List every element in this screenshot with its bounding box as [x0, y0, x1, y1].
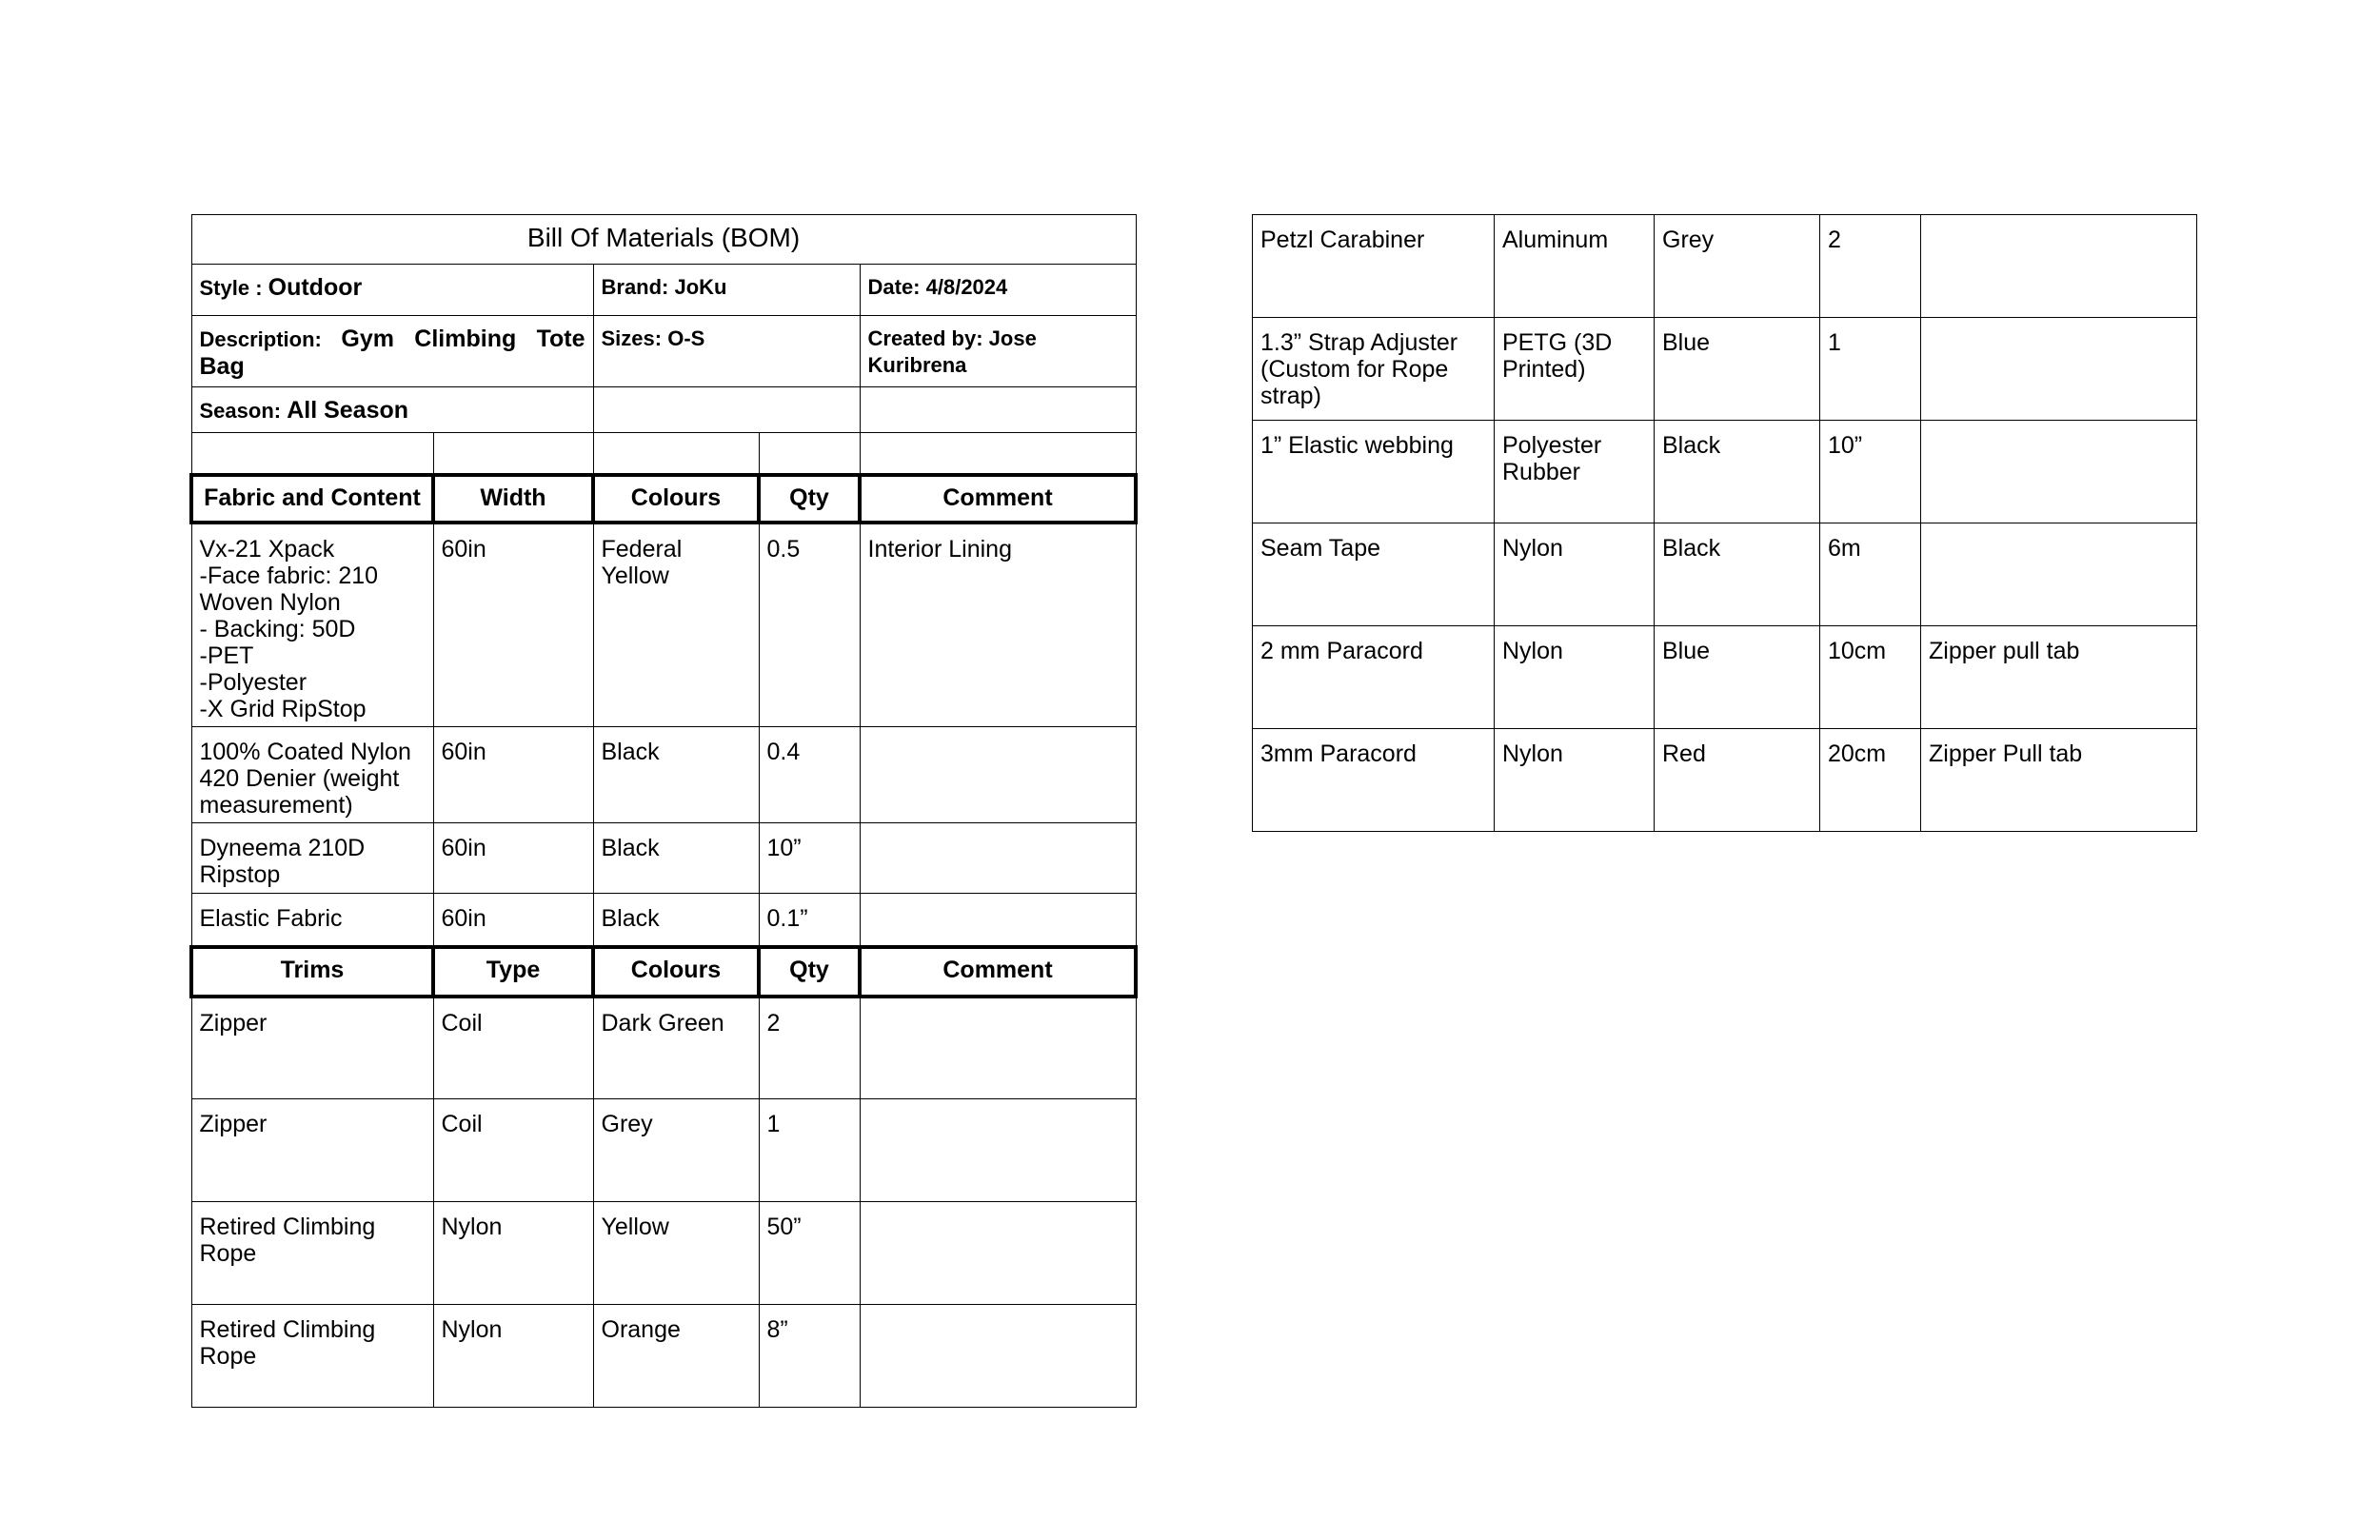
- trim-type-cell: Coil: [433, 997, 593, 1099]
- empty-cell: [593, 433, 759, 476]
- table-row: [1253, 626, 2197, 729]
- season-cell: [191, 387, 593, 433]
- fabric-qty-cell: 10”: [759, 823, 860, 894]
- trim-name-cell: Zipper: [191, 997, 433, 1099]
- trim-comment-cell: [1921, 318, 2197, 421]
- trim-qty-cell: 6m: [1820, 523, 1921, 626]
- fabric-colour-cell: Federal Yellow: [593, 523, 759, 727]
- description-cell: [191, 316, 593, 387]
- fabric-content-cell: Elastic Fabric: [191, 894, 433, 947]
- trim-name-cell: 2 mm Paracord: [1253, 626, 1495, 729]
- trim-qty-cell: 50”: [759, 1202, 860, 1305]
- trim-type-cell: Nylon: [433, 1305, 593, 1408]
- table-row: [191, 727, 1136, 823]
- created-by-value: Jose Kuribrena: [867, 326, 1037, 377]
- trim-comment-cell: [1921, 421, 2197, 523]
- trim-comment-cell: Zipper pull tab: [1921, 626, 2197, 729]
- trim-name-cell: 1.3” Strap Adjuster (Custom for Rope strap): [1253, 318, 1495, 421]
- trim-name-cell: Petzl Carabiner: [1253, 215, 1495, 318]
- trim-type-cell: Polyester Rubber: [1495, 421, 1655, 523]
- empty-cell: [191, 433, 433, 476]
- trim-colour-cell: Grey: [593, 1099, 759, 1202]
- table-row: [191, 894, 1136, 947]
- empty-cell: [759, 433, 860, 476]
- date-cell: [860, 265, 1136, 316]
- table-row: [191, 1305, 1136, 1408]
- created-by-cell: [860, 316, 1136, 387]
- created-by-label: Created by:: [867, 326, 989, 350]
- fabric-colour-cell: Black: [593, 894, 759, 947]
- trim-name-cell: 1” Elastic webbing: [1253, 421, 1495, 523]
- fabric-comment-cell: [860, 727, 1136, 823]
- table-row: [191, 823, 1136, 894]
- fabric-comment-cell: [860, 823, 1136, 894]
- brand-cell: [593, 265, 860, 316]
- fabric-width-cell: 60in: [433, 823, 593, 894]
- fabric-qty-cell: 0.1”: [759, 894, 860, 947]
- table-row: [1253, 523, 2197, 626]
- trims-header-trim: Trims: [191, 947, 433, 997]
- trim-colour-cell: Black: [1655, 523, 1820, 626]
- trim-name-cell: Seam Tape: [1253, 523, 1495, 626]
- empty-cell: [433, 433, 593, 476]
- fabric-width-cell: 60in: [433, 523, 593, 727]
- trim-comment-cell: [860, 997, 1136, 1099]
- trim-type-cell: Nylon: [1495, 523, 1655, 626]
- fabric-header-width: Width: [433, 475, 593, 523]
- trim-type-cell: Nylon: [1495, 729, 1655, 832]
- empty-cell: [593, 387, 860, 433]
- style-value: Outdoor: [268, 274, 363, 301]
- trim-colour-cell: Orange: [593, 1305, 759, 1408]
- fabric-header-content: Fabric and Content: [191, 475, 433, 523]
- style-label: Style :: [199, 276, 268, 300]
- fabric-width-cell: 60in: [433, 727, 593, 823]
- sizes-value: O-S: [667, 326, 705, 350]
- fabric-colour-cell: Black: [593, 823, 759, 894]
- empty-cell: [860, 433, 1136, 476]
- trim-colour-cell: Black: [1655, 421, 1820, 523]
- trim-colour-cell: Blue: [1655, 626, 1820, 729]
- date-value: 4/8/2024: [925, 275, 1008, 299]
- trim-colour-cell: Dark Green: [593, 997, 759, 1099]
- style-cell: [191, 265, 593, 316]
- trims-header-comment: Comment: [860, 947, 1136, 997]
- trim-name-cell: Zipper: [191, 1099, 433, 1202]
- table-row: [191, 997, 1136, 1099]
- table-row: [191, 1202, 1136, 1305]
- trim-type-cell: Nylon: [433, 1202, 593, 1305]
- fabric-comment-cell: Interior Lining: [860, 523, 1136, 727]
- trims-header-type: Type: [433, 947, 593, 997]
- description-value: Gym Climbing Tote Bag: [199, 326, 585, 380]
- description-label: Description:: [199, 327, 342, 351]
- brand-value: JoKu: [674, 275, 727, 299]
- trim-type-cell: PETG (3D Printed): [1495, 318, 1655, 421]
- trim-comment-cell: Zipper Pull tab: [1921, 729, 2197, 832]
- trim-comment-cell: [860, 1305, 1136, 1408]
- table-row: [191, 523, 1136, 727]
- sizes-cell: [593, 316, 860, 387]
- trims-header-colours: Colours: [593, 947, 759, 997]
- empty-cell: [860, 387, 1136, 433]
- trim-qty-cell: 10”: [1820, 421, 1921, 523]
- trim-comment-cell: [860, 1202, 1136, 1305]
- trim-qty-cell: 10cm: [1820, 626, 1921, 729]
- fabric-qty-cell: 0.4: [759, 727, 860, 823]
- fabric-content-cell: Dyneema 210D Ripstop: [191, 823, 433, 894]
- bom-table-continued: [1252, 214, 2197, 832]
- table-row: [191, 1099, 1136, 1202]
- table-row: [1253, 215, 2197, 318]
- fabric-width-cell: 60in: [433, 894, 593, 947]
- trim-type-cell: Coil: [433, 1099, 593, 1202]
- trim-name-cell: Retired Climbing Rope: [191, 1202, 433, 1305]
- trim-colour-cell: Blue: [1655, 318, 1820, 421]
- trim-qty-cell: 2: [1820, 215, 1921, 318]
- trim-comment-cell: [1921, 523, 2197, 626]
- trim-type-cell: Aluminum: [1495, 215, 1655, 318]
- season-label: Season:: [199, 399, 288, 423]
- table-row: [1253, 421, 2197, 523]
- bom-table: [189, 214, 1138, 1408]
- season-value: All Season: [287, 397, 409, 424]
- trims-header-row: [191, 947, 1136, 997]
- trim-qty-cell: 1: [1820, 318, 1921, 421]
- trim-qty-cell: 8”: [759, 1305, 860, 1408]
- bom-title: Bill Of Materials (BOM): [191, 215, 1136, 265]
- brand-label: Brand:: [601, 275, 675, 299]
- fabric-header-row: [191, 475, 1136, 523]
- trim-comment-cell: [860, 1099, 1136, 1202]
- trims-header-qty: Qty: [759, 947, 860, 997]
- sizes-label: Sizes:: [601, 326, 668, 350]
- trim-qty-cell: 20cm: [1820, 729, 1921, 832]
- fabric-header-comment: Comment: [860, 475, 1136, 523]
- fabric-content-cell: 100% Coated Nylon 420 Denier (weight measurement): [191, 727, 433, 823]
- trim-colour-cell: Yellow: [593, 1202, 759, 1305]
- date-label: Date:: [867, 275, 926, 299]
- trim-qty-cell: 2: [759, 997, 860, 1099]
- trim-name-cell: Retired Climbing Rope: [191, 1305, 433, 1408]
- table-row: [1253, 318, 2197, 421]
- fabric-header-colours: Colours: [593, 475, 759, 523]
- trim-qty-cell: 1: [759, 1099, 860, 1202]
- fabric-colour-cell: Black: [593, 727, 759, 823]
- trim-comment-cell: [1921, 215, 2197, 318]
- fabric-qty-cell: 0.5: [759, 523, 860, 727]
- table-row: [1253, 729, 2197, 832]
- fabric-comment-cell: [860, 894, 1136, 947]
- trim-colour-cell: Grey: [1655, 215, 1820, 318]
- trim-colour-cell: Red: [1655, 729, 1820, 832]
- fabric-header-qty: Qty: [759, 475, 860, 523]
- trim-type-cell: Nylon: [1495, 626, 1655, 729]
- fabric-content-cell: Vx-21 Xpack -Face fabric: 210 Woven Nylon - Backing: 50D -PET -Polyester -X Grid RipStop: [191, 523, 433, 727]
- trim-name-cell: 3mm Paracord: [1253, 729, 1495, 832]
